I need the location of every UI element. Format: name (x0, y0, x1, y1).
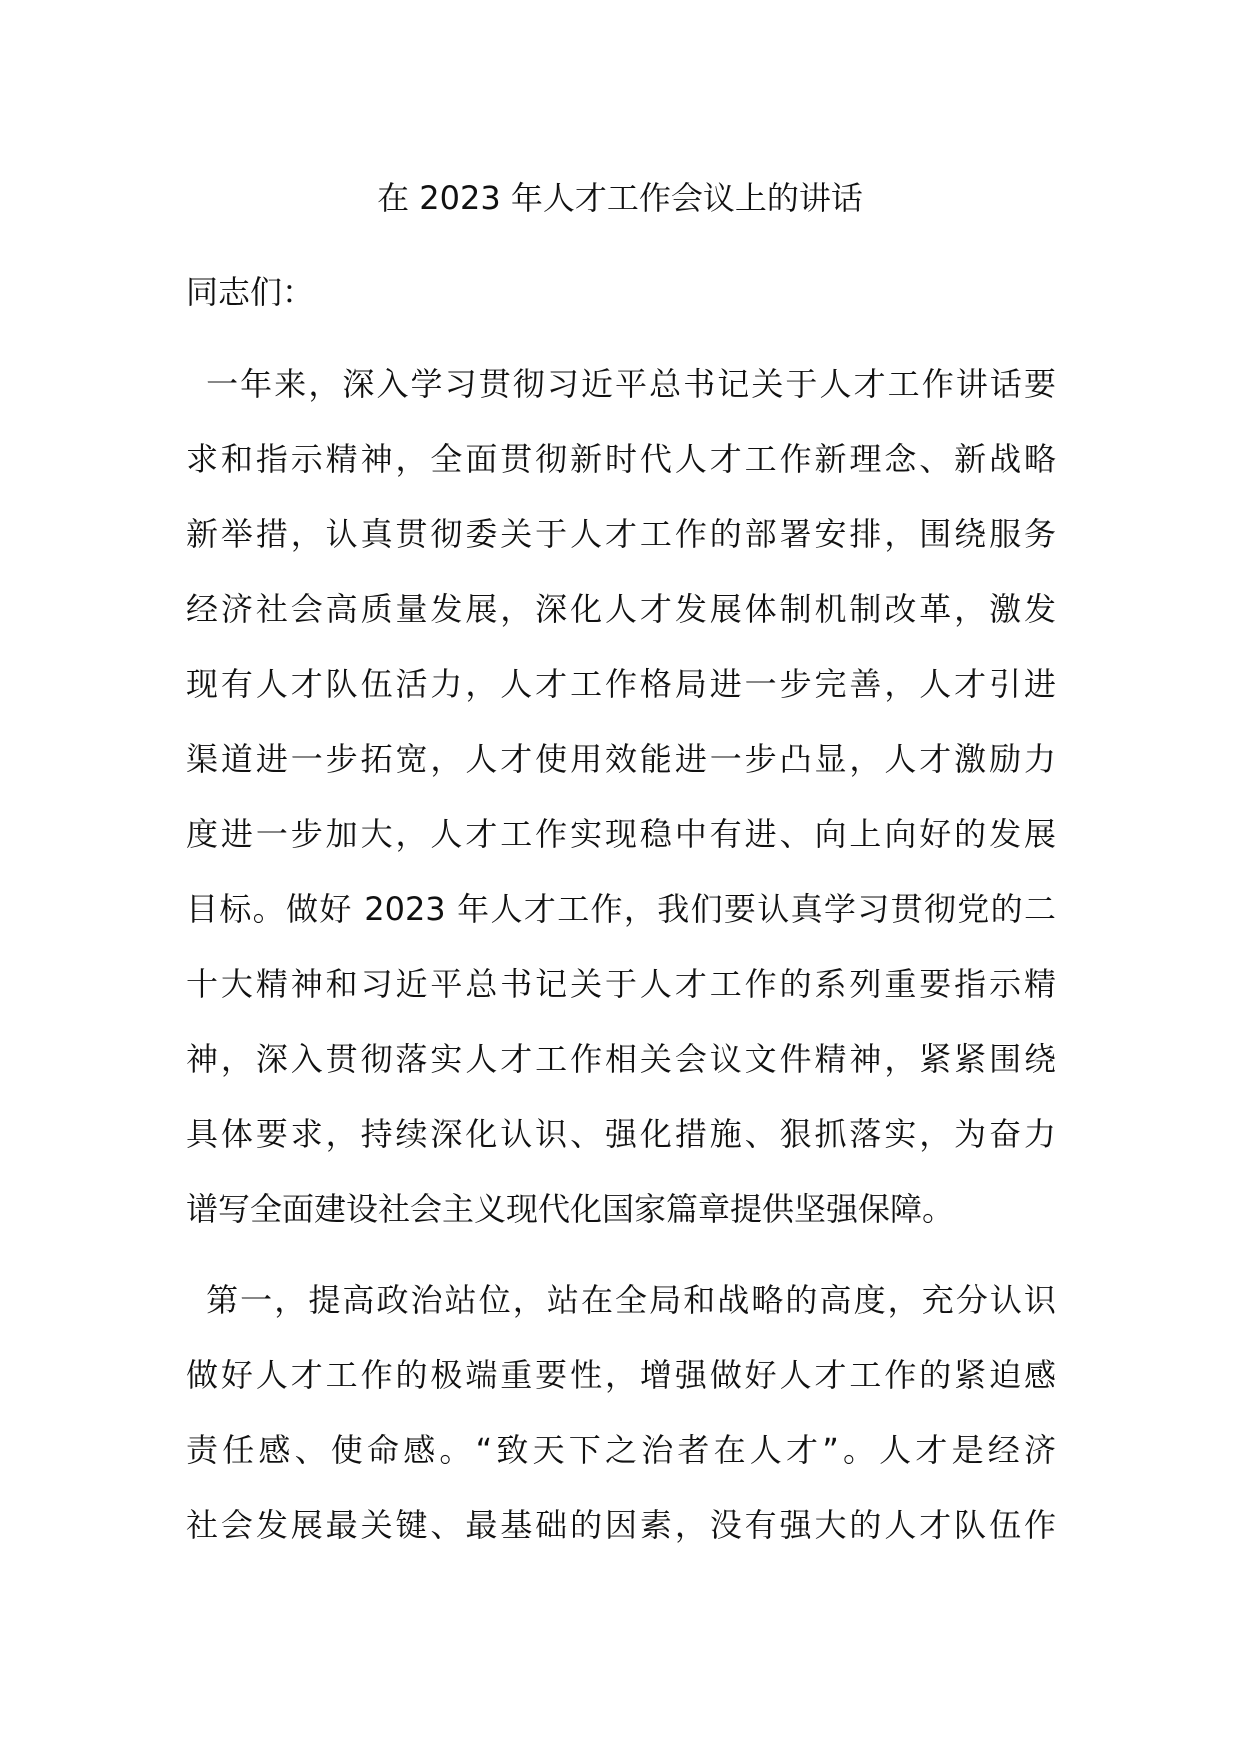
paragraph-1 (186, 347, 1056, 1247)
paragraph-line: 经济社会高质量发展，深化人才发展体制机制改革，激发 (186, 590, 1056, 628)
greeting: 同志们： (186, 273, 315, 311)
paragraph-line: 求和指示精神，全面贯彻新时代人才工作新理念、新战略 (186, 440, 1056, 478)
paragraph-line: 社会发展最关键、最基础的因素，没有强大的人才队伍作 (186, 1506, 1056, 1544)
paragraph-line: 度进一步加大，人才工作实现稳中有进、向上向好的发展 (186, 815, 1056, 853)
paragraph-line: 十大精神和习近平总书记关于人才工作的系列重要指示精 (186, 965, 1056, 1003)
paragraph-line: 责任感、使命感。“致天下之治者在人才”。人才是经济 (186, 1431, 1056, 1469)
paragraph-line: 第一，提高政治站位，站在全局和战略的高度，充分认识 (204, 1281, 1056, 1319)
paragraph-line: 新举措，认真贯彻委关于人才工作的部署安排，围绕服务 (186, 515, 1056, 553)
document-title: 在 2023 年人才工作会议上的讲话 (377, 179, 863, 217)
paragraph-line: 具体要求，持续深化认识、强化措施、狠抓落实，为奋力 (186, 1115, 1056, 1153)
paragraph-line: 渠道进一步拓宽，人才使用效能进一步凸显，人才激励力 (186, 740, 1056, 778)
paragraph-line: 谱写全面建设社会主义现代化国家篇章提供坚强保障。 (186, 1190, 955, 1228)
paragraph-line: 做好人才工作的极端重要性，增强做好人才工作的紧迫感 (186, 1356, 1056, 1394)
paragraph-2 (186, 1263, 1056, 1563)
paragraph-line: 现有人才队伍活力，人才工作格局进一步完善，人才引进 (186, 665, 1056, 703)
paragraph-line: 一年来，深入学习贯彻习近平总书记关于人才工作讲话要 (204, 365, 1056, 403)
paragraph-line: 目标。做好 2023 年人才工作，我们要认真学习贯彻党的二 (186, 890, 1056, 928)
paragraph-line: 神，深入贯彻落实人才工作相关会议文件精神，紧紧围绕 (186, 1040, 1056, 1078)
